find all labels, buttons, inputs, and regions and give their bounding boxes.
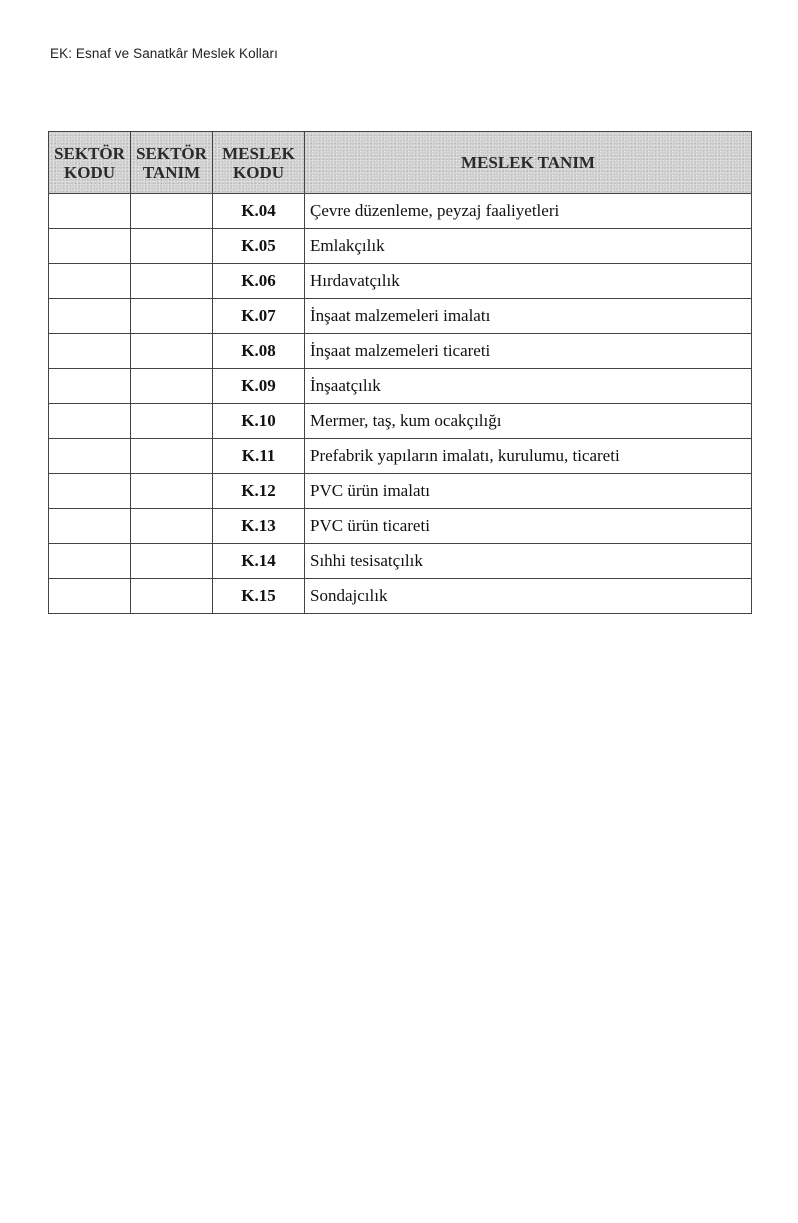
sector-name-cell [131,334,213,369]
header-sector-code [49,132,131,194]
sector-name-cell [131,369,213,404]
table-row [49,299,752,334]
table-row [49,579,752,614]
sector-code-cell [49,544,131,579]
table-row [49,544,752,579]
sector-code-cell [49,404,131,439]
occupation-name-cell: İnşaat malzemeleri ticareti [305,334,752,369]
occupation-code-cell: K.09 [213,369,305,404]
table-row [49,334,752,369]
table-row [49,229,752,264]
occupation-code-cell: K.08 [213,334,305,369]
occupation-name-cell: Çevre düzenleme, peyzaj faaliyetleri [305,194,752,229]
sector-name-cell [131,509,213,544]
sector-code-cell [49,369,131,404]
occupation-name-cell: İnşaatçılık [305,369,752,404]
occupation-code-cell: K.12 [213,474,305,509]
occupation-code-cell: K.15 [213,579,305,614]
occupation-name-cell: Mermer, taş, kum ocakçılığı [305,404,752,439]
sector-code-cell [49,194,131,229]
header-sector-code-line1: SEKTÖR [54,143,125,163]
occupation-name-cell: Emlakçılık [305,229,752,264]
header-sector-code-line2: KODU [64,162,115,182]
sector-name-cell [131,229,213,264]
occupation-name-cell: Sıhhi tesisatçılık [305,544,752,579]
sector-code-cell [49,334,131,369]
table-header-row [49,132,752,194]
sector-name-cell [131,474,213,509]
occupation-name-cell: PVC ürün ticareti [305,509,752,544]
sector-code-cell [49,474,131,509]
sector-code-cell [49,264,131,299]
sector-name-cell [131,299,213,334]
sector-name-cell [131,579,213,614]
header-occupation-code-line2: KODU [233,162,284,182]
sector-name-cell [131,264,213,299]
occupation-name-cell: PVC ürün imalatı [305,474,752,509]
occupation-code-cell: K.04 [213,194,305,229]
header-occupation-name: MESLEK TANIM [305,132,752,194]
header-sector-name-line1: SEKTÖR [136,143,207,163]
occupation-code-cell: K.11 [213,439,305,474]
occupation-name-cell: İnşaat malzemeleri imalatı [305,299,752,334]
sector-name-cell [131,544,213,579]
table-row [49,439,752,474]
table-row [49,369,752,404]
table-row [49,404,752,439]
occupation-code-cell: K.14 [213,544,305,579]
sector-code-cell [49,579,131,614]
occupation-code-cell: K.13 [213,509,305,544]
header-sector-name [131,132,213,194]
occupation-code-cell: K.07 [213,299,305,334]
table-row [49,474,752,509]
occupation-code-cell: K.06 [213,264,305,299]
header-sector-name-line2: TANIM [142,162,201,182]
sector-code-cell [49,229,131,264]
header-occupation-code [213,132,305,194]
header-occupation-code-line1: MESLEK [222,143,295,163]
occupation-code-cell: K.10 [213,404,305,439]
sector-name-cell [131,194,213,229]
table-row [49,264,752,299]
document-header: EK: Esnaf ve Sanatkâr Meslek Kolları [50,46,278,61]
occupation-table [48,131,752,614]
sector-code-cell [49,509,131,544]
sector-code-cell [49,299,131,334]
occupation-code-cell: K.05 [213,229,305,264]
sector-name-cell [131,439,213,474]
occupation-name-cell: Prefabrik yapıların imalatı, kurulumu, ticareti [305,439,752,474]
occupation-name-cell: Sondajcılık [305,579,752,614]
sector-code-cell [49,439,131,474]
table-row [49,509,752,544]
sector-name-cell [131,404,213,439]
occupation-name-cell: Hırdavatçılık [305,264,752,299]
table-row [49,194,752,229]
